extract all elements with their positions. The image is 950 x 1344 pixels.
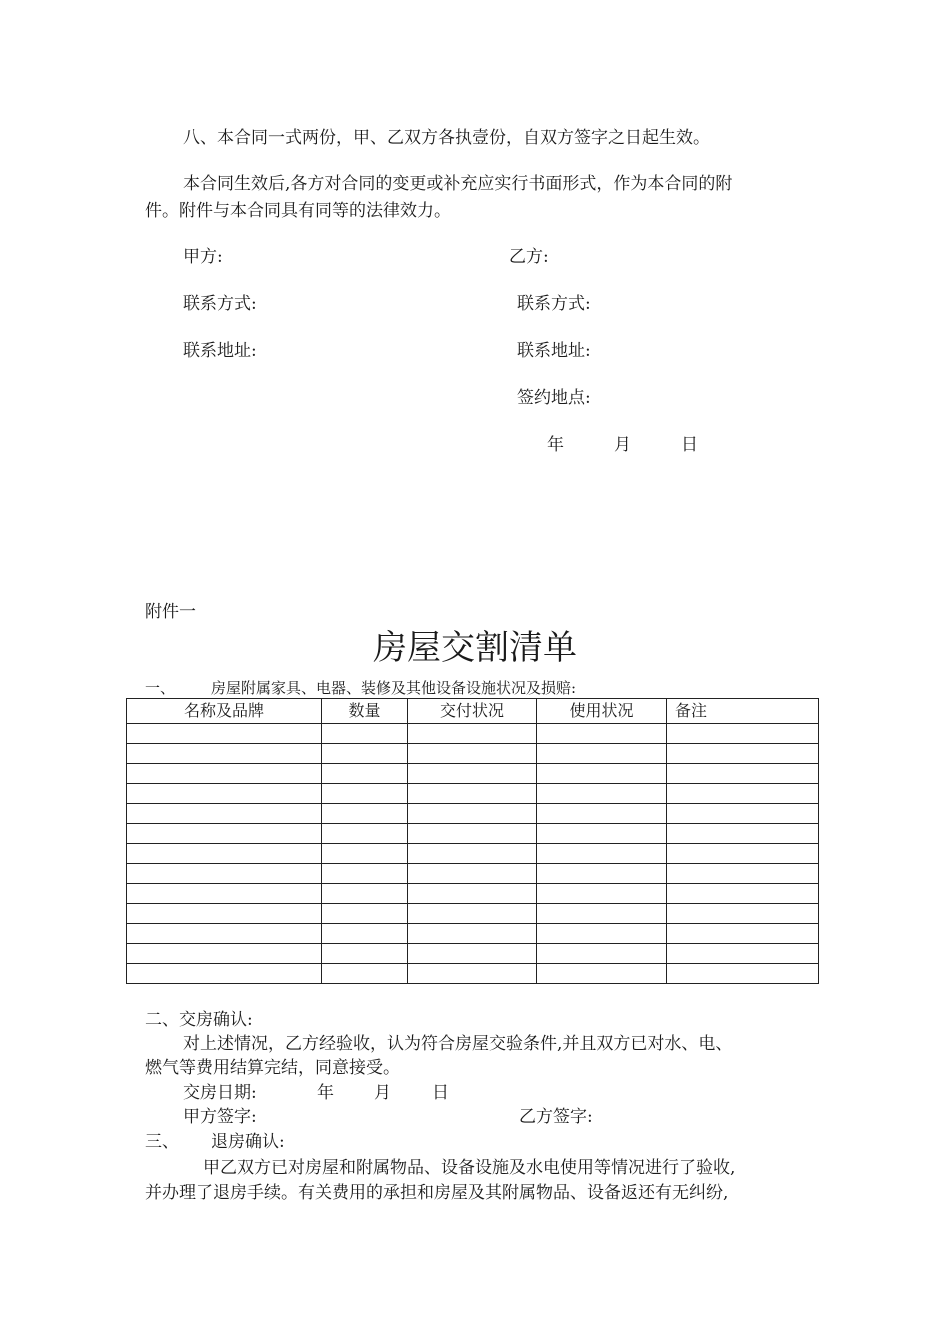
table-cell [537,904,667,924]
date-year: 年 [547,435,564,455]
table-row [127,884,819,904]
handover-day: 日 [432,1083,449,1103]
table-cell [322,824,408,844]
table-row [127,904,819,924]
handover-date-label: 交房日期: [183,1083,257,1103]
column-header-usage-status: 使用状况 [537,699,667,724]
table-cell [537,764,667,784]
table-row [127,844,819,864]
clause-8: 八、本合同一式两份，甲、乙双方各执壹份，自双方签字之日起生效。 [183,128,710,148]
table-cell [667,724,819,744]
table-cell [322,764,408,784]
table-cell [408,904,537,924]
table-cell [127,924,322,944]
table-cell [537,864,667,884]
table-cell [667,864,819,884]
table-cell [408,824,537,844]
table-cell [127,864,322,884]
table-cell [537,744,667,764]
section-2-line-1: 对上述情况，乙方经验收，认为符合房屋交验条件,并且双方已对水、电、 [183,1034,733,1054]
table-cell [537,944,667,964]
party-b-signature-label: 乙方签字: [519,1107,593,1127]
table-cell [667,964,819,984]
table-cell [127,964,322,984]
attachment-title: 房屋交割清单 [373,628,577,668]
handover-inventory-table [126,698,819,984]
table-cell [127,764,322,784]
table-header-row [127,699,819,724]
table-cell [537,824,667,844]
date-day: 日 [681,435,698,455]
address-b-label: 联系地址: [517,341,591,361]
section-2-heading: 二、交房确认: [145,1010,253,1030]
table-cell [322,804,408,824]
table-cell [537,964,667,984]
table-cell [322,724,408,744]
section-2-line-2: 燃气等费用结算完结，同意接受。 [145,1058,400,1078]
sign-place-label: 签约地点: [517,388,591,408]
table-cell [127,824,322,844]
column-header-quantity: 数量 [322,699,408,724]
handover-month: 月 [374,1083,391,1103]
table-row [127,924,819,944]
attachment-label: 附件一 [145,602,196,622]
party-a-label: 甲方: [183,247,223,267]
section-3-line-1: 甲乙双方已对房屋和附属物品、设备设施及水电使用等情况进行了验收, [203,1158,736,1178]
table-cell [537,924,667,944]
table-cell [322,884,408,904]
table-cell [537,784,667,804]
address-a-label: 联系地址: [183,341,257,361]
table-cell [667,824,819,844]
contact-b-label: 联系方式: [517,294,591,314]
table-cell [408,864,537,884]
table-cell [127,724,322,744]
column-header-delivery-status: 交付状况 [408,699,537,724]
section-3-heading: 退房确认: [211,1132,285,1152]
table-cell [667,784,819,804]
table-row [127,744,819,764]
column-header-name: 名称及品牌 [127,699,322,724]
section-3-line-2: 并办理了退房手续。有关费用的承担和房屋及其附属物品、设备返还有无纠纷, [145,1183,729,1203]
table-cell [322,784,408,804]
supplement-line-2: 件。附件与本合同具有同等的法律效力。 [145,201,451,221]
table-cell [322,744,408,764]
table-cell [408,844,537,864]
table-row [127,824,819,844]
supplement-line-1: 本合同生效后,各方对合同的变更或补充应实行书面形式，作为本合同的附 [183,174,733,194]
table-cell [322,864,408,884]
table-cell [667,744,819,764]
table-cell [127,884,322,904]
table-row [127,804,819,824]
table-row [127,784,819,804]
table-cell [408,964,537,984]
table-cell [408,944,537,964]
table-cell [667,944,819,964]
table-cell [408,804,537,824]
date-month: 月 [614,435,631,455]
table-cell [408,924,537,944]
table-cell [667,884,819,904]
table-row [127,864,819,884]
table-cell [667,844,819,864]
table-cell [322,944,408,964]
table-cell [537,844,667,864]
table-row [127,964,819,984]
table-cell [127,784,322,804]
table-cell [322,924,408,944]
section-1-text: 房屋附属家具、电器、装修及其他设备设施状况及损赔: [211,679,577,697]
contact-a-label: 联系方式: [183,294,257,314]
table-row [127,724,819,744]
table-cell [127,904,322,924]
table-cell [537,804,667,824]
handover-year: 年 [317,1083,334,1103]
table-cell [408,784,537,804]
table-cell [408,764,537,784]
table-cell [667,924,819,944]
table-cell [537,724,667,744]
table-cell [127,804,322,824]
table-cell [408,884,537,904]
table-row [127,944,819,964]
table-cell [127,744,322,764]
table-cell [408,744,537,764]
table-cell [408,724,537,744]
table-row [127,764,819,784]
table-cell [322,904,408,924]
table-cell [322,964,408,984]
section-3-number: 三、 [145,1132,179,1152]
party-b-label: 乙方: [509,247,549,267]
table-cell [322,844,408,864]
table-cell [667,764,819,784]
column-header-remarks: 备注 [667,699,819,724]
table-cell [537,884,667,904]
table-cell [127,844,322,864]
party-a-signature-label: 甲方签字: [183,1107,257,1127]
table-cell [667,904,819,924]
table-cell [127,944,322,964]
table-cell [667,804,819,824]
section-1-number: 一、 [145,679,176,697]
